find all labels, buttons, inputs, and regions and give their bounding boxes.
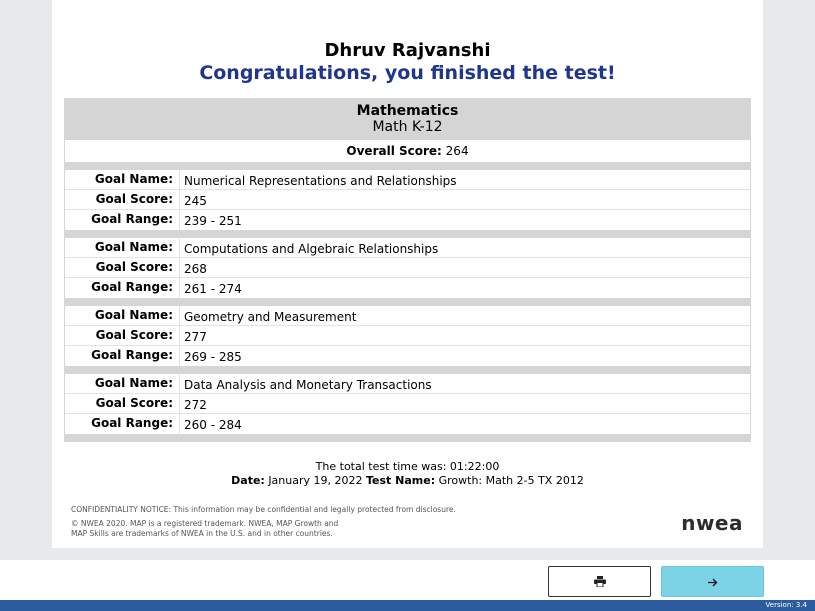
goal-name-value: Data Analysis and Monetary Transactions	[184, 378, 432, 392]
goal-name-label: Goal Name:	[65, 238, 180, 257]
copyright-notice	[71, 519, 391, 539]
goal-separator	[64, 230, 751, 238]
goal-range-row	[64, 210, 751, 230]
copyright-line: MAP Skills are trademarks of NWEA in the U.S. and in other countries.	[71, 529, 333, 538]
results-card	[52, 0, 763, 548]
goal-range-value: 260 - 284	[184, 418, 242, 432]
goal-range-label: Goal Range:	[65, 414, 180, 434]
version-label: Version: 3.4	[765, 601, 807, 609]
goal-separator	[64, 162, 751, 170]
confidentiality-notice: CONFIDENTIALITY NOTICE: This information may be confidential and legally protected from disclosure.	[71, 505, 456, 514]
goal-separator	[64, 298, 751, 306]
goal-range-value: 269 - 285	[184, 350, 242, 364]
goal-score-label: Goal Score:	[65, 326, 180, 345]
goal-name-label: Goal Name:	[65, 374, 180, 393]
goal-name-label: Goal Name:	[65, 170, 180, 189]
subject-header	[64, 98, 751, 140]
goal-range-value: 261 - 274	[184, 282, 242, 296]
goal-name-row	[64, 170, 751, 190]
goal-score-value: 268	[184, 262, 207, 276]
goal-score-row	[64, 394, 751, 414]
goal-score-value: 277	[184, 330, 207, 344]
goal-range-row	[64, 414, 751, 434]
goal-range-row	[64, 346, 751, 366]
student-name: Dhruv Rajvanshi	[324, 40, 491, 61]
total-test-time: The total test time was: 01:22:00	[315, 460, 500, 473]
copyright-line: © NWEA 2020. MAP is a registered trademark. NWEA, MAP Growth and	[71, 519, 339, 528]
goal-name-value: Numerical Representations and Relationships	[184, 174, 457, 188]
arrow-right-icon	[708, 572, 718, 591]
goal-range-label: Goal Range:	[65, 210, 180, 230]
test-details	[52, 474, 763, 488]
overall-score	[64, 140, 751, 162]
goal-score-label: Goal Score:	[65, 258, 180, 277]
goal-separator	[64, 366, 751, 374]
next-button[interactable]	[661, 566, 764, 597]
goal-name-value: Geometry and Measurement	[184, 310, 357, 324]
congratulations-heading: Congratulations, you finished the test!	[199, 62, 616, 84]
goal-range-row	[64, 278, 751, 298]
goal-score-label: Goal Score:	[65, 394, 180, 413]
goal-range-label: Goal Range:	[65, 346, 180, 366]
subject-name: Mathematics	[356, 103, 459, 119]
footer-band	[0, 600, 815, 611]
nwea-logo: nwea	[681, 511, 743, 535]
goal-name-value: Computations and Algebraic Relationships	[184, 242, 439, 256]
test-summary	[52, 460, 763, 488]
print-button[interactable]	[548, 566, 651, 597]
goal-score-row	[64, 326, 751, 346]
goal-name-row	[64, 306, 751, 326]
goal-name-label: Goal Name:	[65, 306, 180, 325]
action-bar	[0, 560, 815, 600]
goal-range-label: Goal Range:	[65, 278, 180, 298]
overall-score-label: Overall Score:	[346, 144, 442, 158]
goal-range-value: 239 - 251	[184, 214, 242, 228]
subject-test: Math K-12	[372, 119, 443, 135]
printer-icon	[594, 572, 606, 591]
goal-score-value: 245	[184, 194, 207, 208]
test-name-label: Test Name:	[366, 474, 436, 487]
overall-score-value: 264	[445, 144, 469, 158]
goal-score-row	[64, 258, 751, 278]
score-report	[64, 98, 751, 442]
goal-score-label: Goal Score:	[65, 190, 180, 209]
date-label: Date:	[231, 474, 265, 487]
test-name-value: Growth: Math 2-5 TX 2012	[438, 474, 584, 487]
goal-name-row	[64, 374, 751, 394]
goal-score-value: 272	[184, 398, 207, 412]
goal-separator	[64, 434, 751, 442]
goal-name-row	[64, 238, 751, 258]
date-value: January 19, 2022	[268, 474, 363, 487]
goal-score-row	[64, 190, 751, 210]
